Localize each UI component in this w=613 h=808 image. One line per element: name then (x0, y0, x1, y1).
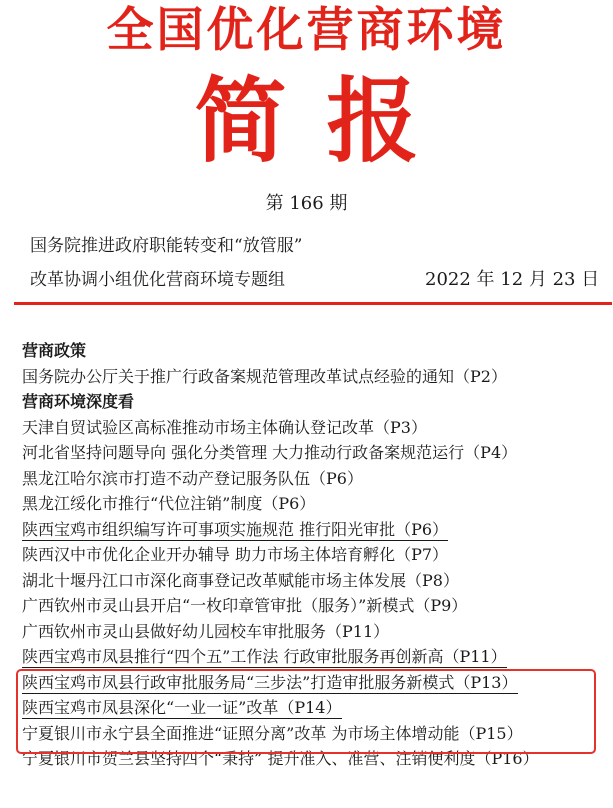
toc-entry[interactable] (22, 466, 612, 492)
toc-entry-highlighted[interactable] (22, 644, 612, 670)
toc-entry-text: 黑龙江绥化市推行“代位注销”制度（P6） (22, 494, 316, 513)
toc-entry-text: 宁夏银川市永宁县全面推进“证照分离”改革 为市场主体增动能（P15） (22, 723, 523, 743)
toc-entry-text: 宁夏银川市贺兰县坚持四个“秉持” 提升准入、准营、注销便利度（P16） (22, 749, 539, 768)
toc-entry-text: 陕西宝鸡市凤县推行“四个五”工作法 行政审批服务再创新高（P11） (22, 647, 507, 666)
toc-entry-text: 广西钦州市灵山县做好幼儿园校车审批服务（P11） (22, 621, 390, 641)
toc-entry-text: 陕西宝鸡市凤县行政审批服务局“三步法”打造审批服务新模式（P13） (22, 672, 518, 692)
issuer-line-1: 国务院推进政府职能转变和“放管服” (30, 236, 303, 256)
highlight-box (16, 669, 596, 754)
toc-entry-underlined[interactable] (22, 517, 612, 543)
toc-entry[interactable] (22, 542, 612, 568)
toc-entry[interactable] (22, 364, 612, 390)
section-heading-policy: 营商政策 (22, 341, 87, 360)
toc-entry-text: 河北省坚持问题导向 强化分类管理 大力推动行政备案规范运行（P4） (22, 443, 518, 462)
toc-entry[interactable] (22, 568, 612, 594)
toc-entry-text: 陕西宝鸡市组织编写许可事项实施规范 推行阳光审批（P6） (22, 519, 449, 539)
toc-entry-text: 广西钦州市灵山县开启“一枚印章管审批（服务）”新模式（P9） (22, 596, 468, 615)
toc-entry-text: 国务院办公厅关于推广行政备案规范管理改革试点经验的通知（P2） (22, 366, 507, 386)
toc-entry[interactable] (22, 619, 612, 645)
toc-entry-text: 陕西汉中市优化企业开办辅导 助力市场主体培育孵化（P7） (22, 545, 449, 564)
toc-entry[interactable] (22, 440, 612, 466)
toc-entry-text: 天津自贸试验区高标准推动市场主体确认登记改革（P3） (22, 417, 427, 437)
toc-entry-text: 陕西宝鸡市凤县深化“一业一证”改革（P14） (22, 698, 342, 717)
toc-entry[interactable] (22, 593, 612, 619)
toc-entry[interactable] (22, 415, 612, 441)
toc-entry-text: 黑龙江哈尔滨市打造不动产登记服务队伍（P6） (22, 468, 363, 488)
bulletin-title: 简报 (194, 67, 459, 175)
toc-entry[interactable] (22, 491, 612, 517)
masthead-title: 全国优化营商环境 (106, 3, 507, 58)
issuer-line-2: 改革协调小组优化营商环境专题组 (30, 270, 285, 290)
issue-number: 第 166 期 (265, 193, 348, 214)
section-heading-depth: 营商环境深度看 (22, 392, 135, 411)
toc-entry-text: 湖北十堰丹江口市深化商事登记改革赋能市场主体发展（P8） (22, 570, 459, 590)
header-divider (14, 302, 612, 305)
issue-date: 2022 年 12 月 23 日 (425, 269, 600, 290)
